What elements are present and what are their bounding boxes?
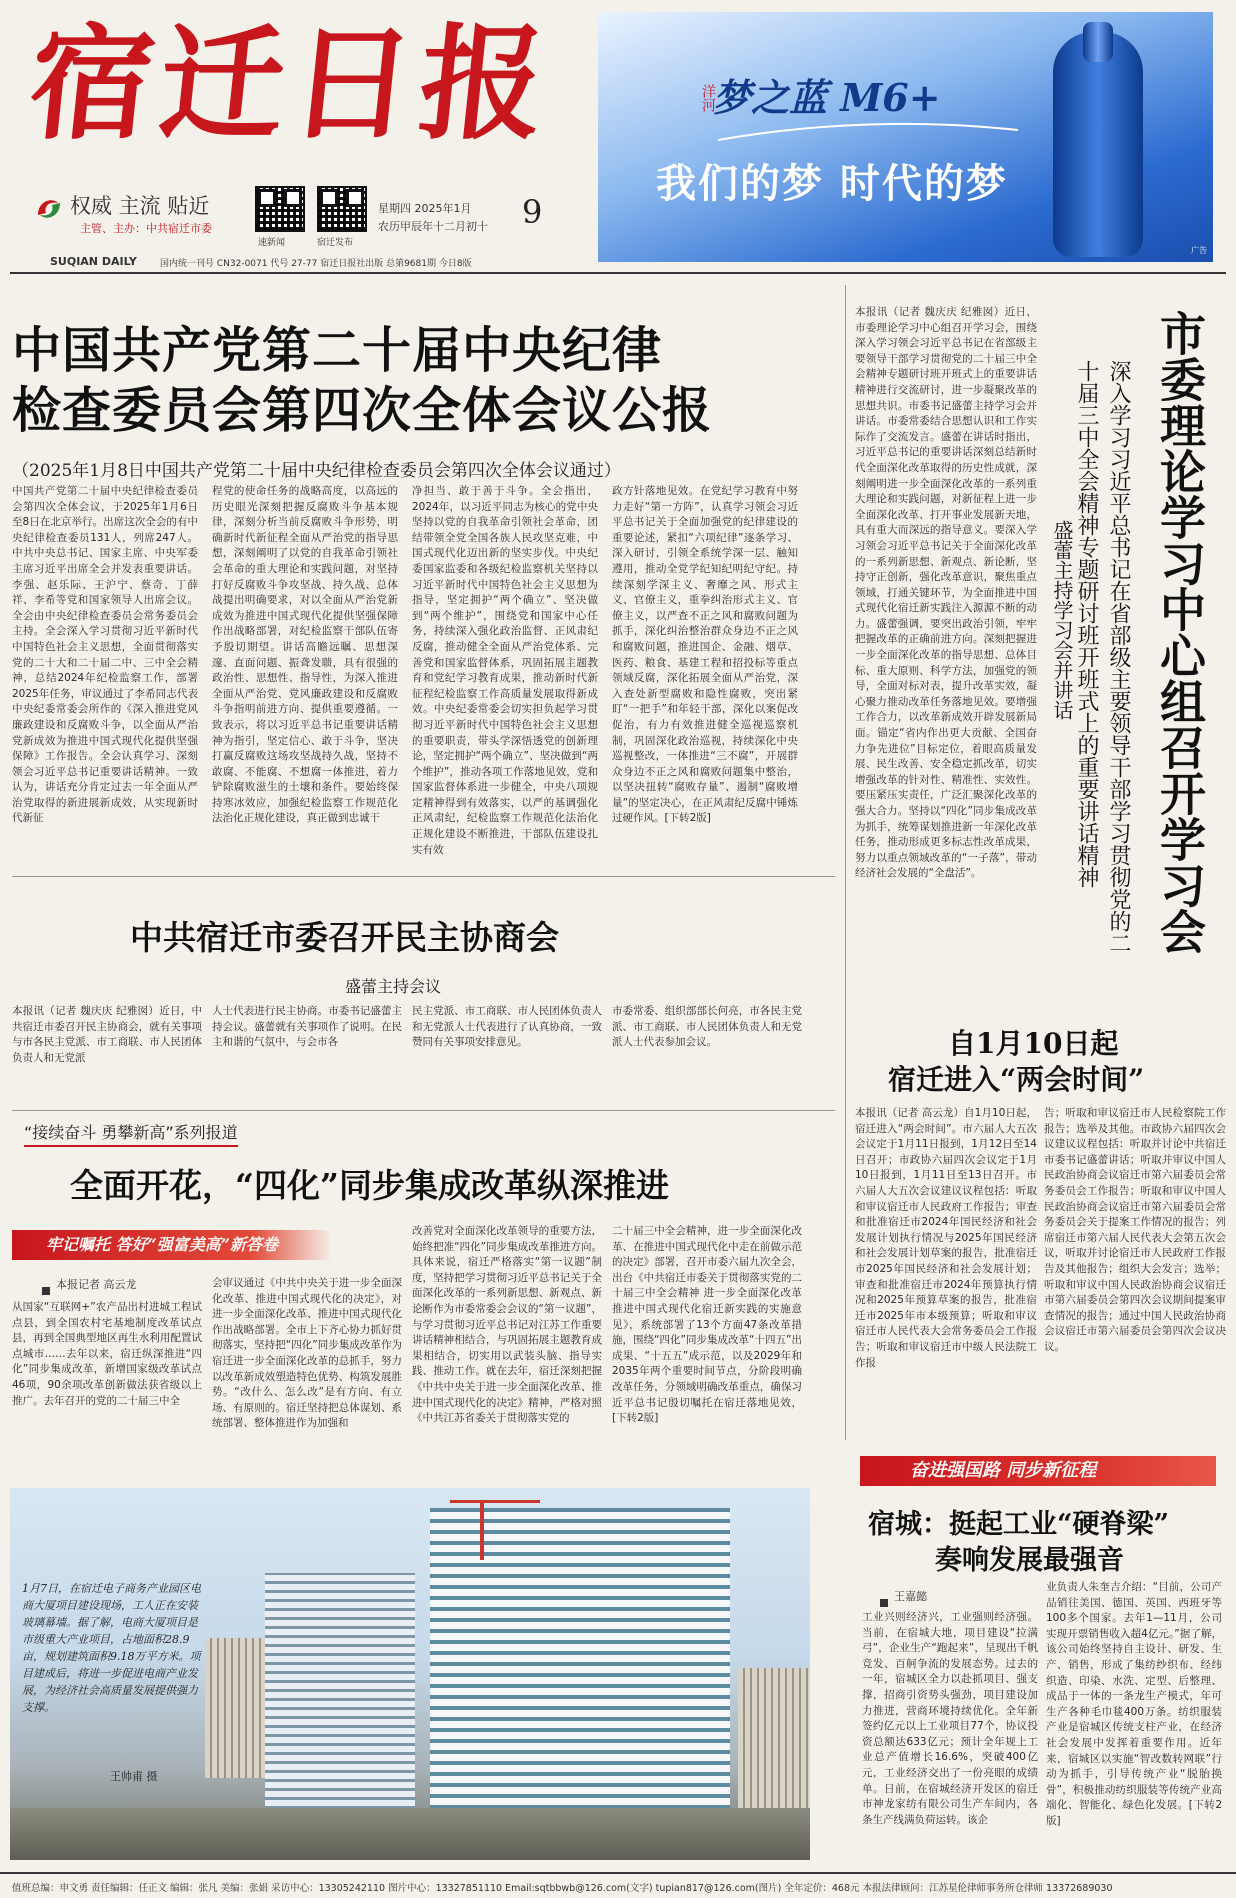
sidebar-headline: 市委理论学习中心组召开学习会 [1153, 310, 1207, 954]
democracy-text-2: 人士代表进行民主协商。市委书记盛蕾主持会议。盛蕾就有关事项作了说明。在民主和谐的气氛中，与会市各 [212, 1005, 402, 1049]
date-line-1: 星期四 2025年1月 [378, 202, 472, 215]
lead-col-3: 净担当、敢于善于斗争。全会指出，2024年，以习近平同志为核心的党中央坚持以党的自我革命引领社会革命，团结带领全党全国各族人民攻坚克难，中国式现代化迈出新的坚实步伐。中央纪委国家监委和各级纪检监察机关坚持以习近平新时代中国特色社会主义思想为指导，坚定拥护“两个确立”、坚决做到“两个维护”，围绕党和国家中心任务，持续深入强化政治监督、正风肃纪反腐，推动健全全面从严治党体系、完善党和国家监督体系，巩固拓展主题教育和党纪学习教育成果，推动新时代新征程纪检监察工作高质量发展取得新成效。中央纪委常委会切实担负起学习贯彻习近平新时代中国特色社会主义思想的重要职责，带头学深悟透党的创新理论，坚定拥护“两个确立”、坚决做到“两个维护”，推动各项工作落地见效，党和国家监督体系进一步健全，中央八项规定精神得到有效落实，以严的基调强化正风肃纪，纪检监察工作规范化法治化正规化建设不断推进，干部队伍建设扎实有效 [412, 485, 598, 856]
photo-caption: 1月7日，在宿迁电子商务产业园区电商大厦项目建设现场，工人正在安装玻璃幕墙。据了解，电商大厦项目是市级重大产业项目，占地面积28.9亩，规划建筑面积9.18万平方米。项目建成后，将进一步促进电商产业发展，为经济社会高质量发展提供强力支撑。 [22, 1582, 201, 1714]
lead-col-1: 中国共产党第二十届中央纪律检查委员会第四次全体会议，于2025年1月6日至8日在北京举行。出席这次全会的有中央纪律检查委员131人，列席247人。中共中央总书记、国家主席、中央军委主席习近平出席全会并发表重要讲话。李强、赵乐际、王沪宁、蔡奇、丁薛祥、李希等党和国家领导人出席会议。全会由中央纪律检查委员会常务委员会主持。全会深入学习贯彻习近平新时代中国特色社会主义思想，全面贯彻落实党的二十大和二十届二中、三中全会精神，总结2024年纪检监察工作，部署2025年任务，审议通过了李希同志代表中央纪委常委会所作的《深入推进党风廉政建设和反腐败斗争，以全面从严治党新成效为推进中国式现代化提供坚强保障》工作报告。全会认真学习、深刻领会习近平总书记重要讲话精神。一致认为，讲话充分肯定过去一年全面从严治党取得的新进展新成效，从实现新时代新征 [12, 485, 198, 825]
photo-credit: 王帅甫 摄 [110, 1770, 158, 1783]
ad-banner [598, 12, 1213, 262]
democracy-text-3: 民主党派、市工商联、市人民团体负责人和无党派人士代表进行了认真协商，一致赞同有关事项安排意见。 [412, 1005, 602, 1049]
twosessions-col-2: 告；听取和审议宿迁市人民检察院工作报告；选举及其他。市政协六届四次会议建议议程包括：听取并讨论中共宿迁市委书记盛蕾讲话；听取并审议中国人民政治协商会议宿迁市第六届委员会常务委员会工作报告；听取和审议中国人民政治协商会议宿迁市第六届委员会常务委员会关于提案工作情况的报告；列席宿迁市第六届人民代表大会第五次会议，听取并讨论宿迁市人民政府工作报告及其他报告；组织大会发言；选举；听取和审议中国人民政治协商会议宿迁市第六届委员会第四次会议期间提案审查情况的报告；通过中国人民政治协商会议宿迁市第六届委员会第四次会议决议。 [1044, 1107, 1226, 1353]
reporter-icon [42, 1280, 54, 1299]
twosessions-headline-2: 宿迁进入“两会时间” [888, 1063, 1145, 1096]
democracy-headline: 中共宿迁市委召开民主协商会 [130, 918, 559, 957]
democracy-subline: 盛蕾主持会议 [345, 977, 442, 996]
democracy-text-4: 市委常委、组织部部长何亮，市各民主党派、市工商联、市人民团体负责人和无党派人士代表参加会议。 [612, 1005, 802, 1049]
footer-credits: 值班总编：申文勇 责任编辑：任正文 编辑：张凡 美编：张娟 采访中心：13305242110 图片中心：13327851110 Email:sqtbbwb@126.com(文字) tupian817@126.com(图片) 全年定价：468元 本报法律顾问：江苏星伦律师事务所仓律师 13372689030 [0, 1872, 1236, 1898]
section-divider [12, 876, 835, 877]
newspaper-title: 宿迁日报 [22, 12, 558, 157]
reform-series-label: “接续奋斗 勇攀新高”系列报道 [24, 1120, 238, 1147]
masthead-slogan: 权威 主流 贴近 [70, 194, 210, 218]
reform-reporter: 本报记者 高云龙 [56, 1278, 137, 1291]
industry-col-1: 工业兴则经济兴，工业强则经济强。当前，在宿城大地，项目建设“拉满弓”，企业生产“跑起来”，呈现出千帆竞发、百舸争流的发展态势。过去的一年，宿城区全力以赴抓项目、强支撑，招商引资势头强劲，项目建设加力推进，营商环境持续优化。全年新签约亿元以上工业项目77个，协议投资总额达633亿元；预计全年规上工业总产值增长16.6%，突破400亿元，工业经济交出了一份亮眼的成绩单。日前，在宿城经济开发区的宿迁市神龙家纺有限公司生产车间内，各条生产线满负荷运转。该企 [862, 1611, 1038, 1826]
logo-icon [34, 195, 64, 223]
ground-area [10, 1808, 810, 1860]
sidebar-subline: 深入学习习近平总书记在省部级主要领导干部学习贯彻党的二十届三中全会精神专题研讨班开班式上的重要讲话精神 [1074, 360, 1131, 954]
ad-bottle-icon [1053, 32, 1143, 257]
crane-icon [480, 1500, 484, 1560]
ad-brand: 梦之蓝 M6+ [713, 75, 941, 120]
column-divider [845, 285, 846, 1440]
lead-headline-2: 检查委员会第四次全体会议公报 [12, 381, 713, 439]
ad-slogan: 我们的梦 时代的梦 [656, 160, 1008, 207]
qr-code-icon [317, 186, 367, 232]
reform-banner: 牢记嘱托 答好“强富美高”新答卷 [12, 1230, 332, 1260]
crane-arm [450, 1500, 540, 1503]
industry-headline-2: 奏响发展最强音 [935, 1545, 1124, 1576]
qr-code-icon [255, 186, 305, 232]
reform-headline: 全面开花，“四化”同步集成改革纵深推进 [70, 1166, 669, 1205]
issue-info: 国内统一刊号 CN32-0071 代号 27-77 宿迁日报社出版 总第9681期 今日8版 [160, 259, 472, 269]
industry-col-2: 业负责人朱奎吉介绍：“目前，公司产品销往美国、德国、英国、西班牙等100多个国家。去年1—11月，公司实现开票销售收入超4亿元。”据了解，该公司始终坚持自主设计、研发、生产、销售，形成了集纺纱织布、经纬织造、印染、水洗、定型、后整理、成品于一体的一条龙生产模式，年可生产各种毛巾毯400万条。纺织服装产业是宿城区传统支柱产业，在经济社会发展中发挥着重要作用。近年来，宿城区以实施“智改数转网联”行动为抓手，引导传统产业“脱胎换骨”，积极推动纺织服装等传统产业高端化、智能化、绿色化发展。[下转2版] [1046, 1581, 1222, 1827]
reform-col-1: 从国家“互联网+”农产品出村进城工程试点县，到全国农村宅基地制度改革试点县，再到全国典型地区再生水利用配置试点城市……去年以来，宿迁纵深推进“四化”同步集成改革，新增国家级改革试点46项，90余项改革创新做法获省级以上推广。去年召开的党的二十届三中全 [12, 1301, 202, 1407]
reform-col-4: 二十届三中全会精神，进一步全面深化改革、在推进中国式现代化中走在前做示范的决定》部署，召开市委六届九次全会，出台《中共宿迁市委关于贯彻落实党的二十届三中全会精神 进一步全面深化改革 推进中国式现代化宿迁新实践的实施意见》，系统部署了13个方面47条改革措施，围绕“四化”同步集成改革“十四五”出成果、“十五五”成示范，以及2029年和2035年两个重要时间节点，分阶段明确改革任务，分领域明确改革重点，确保习近平总书记殷切嘱托在宿迁落地见效，[下转2版] [612, 1225, 802, 1425]
sidebar-presider: 盛蕾主持学习会并讲话 [1050, 520, 1074, 720]
date-day: 9 [522, 193, 543, 231]
twosessions-headline-1: 自1月10日起 [948, 1027, 1119, 1060]
sidebar-text: 本报讯（记者 魏庆庆 纪雅囡）近日，市委理论学习中心组召开学习会，围绕深入学习领会习近平总书记在省部级主要领导干部学习贯彻党的二十届三中全会精神专题研讨班开班式上的重要讲话精神进行交流研讨，进一步凝聚改革的思想共识。市委书记盛蕾主持学习会并讲话。市委常委结合思想认识和工作实际作了交流发言。盛蕾在讲话时指出，习近平总书记的重要讲话深刻总结新时代全面深化改革取得的历史性成就，深刻阐明进一步全面深化改革的一系列重大理论和实践问题，对新征程上进一步全面深化改革、打开事业发展新天地，具有重大而深远的指导意义。要深入学习领会习近平总书记关于全面深化改革的一系列新思想、新观点、新论断，坚持守正创新，强化改革意识，聚焦重点领域，打通关键环节，为全面推进中国式现代化宿迁新实践注入源源不断的动力。盛蕾强调，要突出政治引领，牢牢把握改革的正确前进方向。深刻把握进一步全面深化改革的指导思想、总体目标、重大原则、科学方法，加强党的领导，全面对标对表，提升改革实效，凝心聚力推动改革任务落地见效。要增强工作合力，以改革新成效开辟发展新局面。锚定“省内作出更大贡献、全国奋力争先进位”目标定位，着眼高质量发展、民生改善、安全稳定抓改革，切实增强改革的针对性、精准性、实效性。要压紧压实责任，广泛汇聚深化改革的强大合力。坚持以“四化”同步集成改革为抓手，统筹谋划推进新一年深化改革任务，推动形成更多标志性改革成果，努力以重点领域改革的“一子落”，带动经济社会发展的“全盘活”。 [855, 306, 1037, 880]
twosessions-col-1: 本报讯（记者 高云龙）自1月10日起，宿迁进入“两会时间”。市六届人大五次会议定于1月11日报到，1月12日至14日召开；市政协六届四次会议定于1月10日报到，1月11日至13日召开。市六届人大五次会议建议议程包括：听取和审议宿迁市人民政府工作报告；审查和批准宿迁市2024年国民经济和社会发展计划执行情况与2025年国民经济和社会发展计划草案的报告，批准宿迁市2025年国民经济和社会发展计划；审查和批准宿迁市2024年预算执行情况和2025年预算草案的报告，批准宿迁市2025年市本级预算；听取和审议宿迁市人民代表大会常务委员会工作报告；听取和审议宿迁市中级人民法院工作报 [855, 1107, 1037, 1369]
lead-col-4: 政方针落地见效。在党纪学习教育中努力走好“第一方阵”，认真学习领会习近平总书记关于全面加强党的纪律建设的重要论述，紧扣“六项纪律”逐条学习、深入研讨，引领全系统学深一层、触知遵用，推动全党学纪知纪明纪守纪。持续深刻学深主义、奢靡之风、形式主义、官僚主义，重拳纠治形式主义、官僚主义，以严查不正之风和腐败问题为抓手，深化纠治整治群众身边不正之风和腐败问题，推进国企、金融、烟草、医药、粮食、基建工程和招投标等重点领域反腐，深化拓展全面从严治党，深入查处新型腐败和隐性腐败，突出紧盯“一把手”和年轻干部，深化以案促改促治，有力有效推进健全巡视巡察机制，巩固深化政治巡视，持续深化中央巡视整改，一体推进“三不腐”，开展群众身边不正之风和腐败问题集中整治，以坚决扭转“腐败存量”、遏制“腐败增量”的坚定决心，在正风肃纪反腐中锤炼过硬作风。[下转2版] [612, 485, 798, 825]
lead-headline-1: 中国共产党第二十届中央纪律 [12, 321, 663, 379]
reform-col-3: 改善党对全面深化改革领导的重要方法，始终把准“四化”同步集成改革推进方向。具体来说，宿迁严格落实“第一议题”制度，坚持把学习贯彻习近平总书记关于全面深化改革的一系列新思想、新观点、新论断作为市委常委会会议的“第一议题”，与学习贯彻习近平总书记对江苏工作重要讲话精神相结合，与巩固拓展主题教育成果相结合，切实用以武装头脑、指导实践、推动工作。就在去年，宿迁深刻把握《中共中央关于进一步全面深化改革、推进中国式现代化的决定》精神，严格对照《中共江苏省委关于贯彻落实党的 [412, 1225, 602, 1425]
ad-brand-small: 洋河 [700, 84, 716, 112]
lead-subline: （2025年1月8日中国共产党第二十届中央纪律检查委员会第四次全体会议通过） [12, 461, 621, 481]
ad-mark: 广告 [1191, 246, 1207, 255]
section-divider [12, 1110, 835, 1111]
ad-swoosh-icon [718, 122, 1018, 142]
reform-col-2: 会审议通过《中共中央关于进一步全面深化改革、推进中国式现代化的决定》，对进一步全面深化改革、推进中国式现代化作出战略部署。全市上下齐心协力抓好贯彻落实，坚持把“四化”同步集成改革作为宿迁进一步全面深化改革的总抓手，努力以改革新成效塑造特色优势、构筑发展胜势。“改什么、怎么改”是有方向、有立场、有原则的。宿迁坚持把总体谋划、系统部署、整体推进作为加强和 [212, 1277, 402, 1430]
industry-headline-1: 宿城：挺起工业“硬脊梁” [868, 1509, 1170, 1540]
english-name: SUQIAN DAILY [50, 255, 137, 268]
masthead-sponsor: 主管、主办：中共宿迁市委 [80, 222, 212, 235]
reporter-icon [880, 1592, 892, 1611]
qr-label-1: 速新闻 [258, 238, 286, 248]
masthead-divider [10, 272, 1226, 274]
industry-banner: 奋进强国路 同步新征程 [860, 1456, 1216, 1486]
democracy-text-1: 本报讯（记者 魏庆庆 纪雅囡）近日，中共宿迁市委召开民主协商会，就有关事项与市各民主党派、市工商联、市人民团体负责人和无党派 [12, 1005, 202, 1064]
qr-label-2: 宿迁发布 [317, 238, 354, 248]
industry-reporter: 王嘉懿 [894, 1590, 927, 1603]
date-line-2: 农历甲辰年十二月初十 [378, 220, 488, 233]
lead-col-2: 程党的使命任务的战略高度，以高远的历史眼光深刻把握反腐败斗争基本规律，深刻分析当前反腐败斗争形势，明确新时代新征程全面从严治党的指导思想，深刻阐明了以党的自我革命引领社会革命的重大理论和实践问题，对坚持打好反腐败斗争攻坚战、持久战、总体战提出明确要求，对以全面从严治党新成效为推进中国式现代化提供坚强保障作出战略部署，对纪检监察干部队伍寄予殷切期望。讲话高瞻远瞩、思想深邃、直面问题、振聋发聩，具有很强的政治性、思想性、指导性，为深入推进全面从严治党、党风廉政建设和反腐败斗争指明前进方向、提供重要遵循。一致表示，将以习近平总书记重要讲话精神为指引，坚定信心、敢于斗争，坚决打赢反腐败这场攻坚战持久战，坚持不敢腐、不能腐、不想腐一体推进，着力铲除腐败滋生的土壤和条件。要始终保持寒冰效应，加强纪检监察工作规范化法治化正规化建设，真正做到忠诚干 [212, 485, 398, 825]
left-tower [265, 1573, 415, 1833]
